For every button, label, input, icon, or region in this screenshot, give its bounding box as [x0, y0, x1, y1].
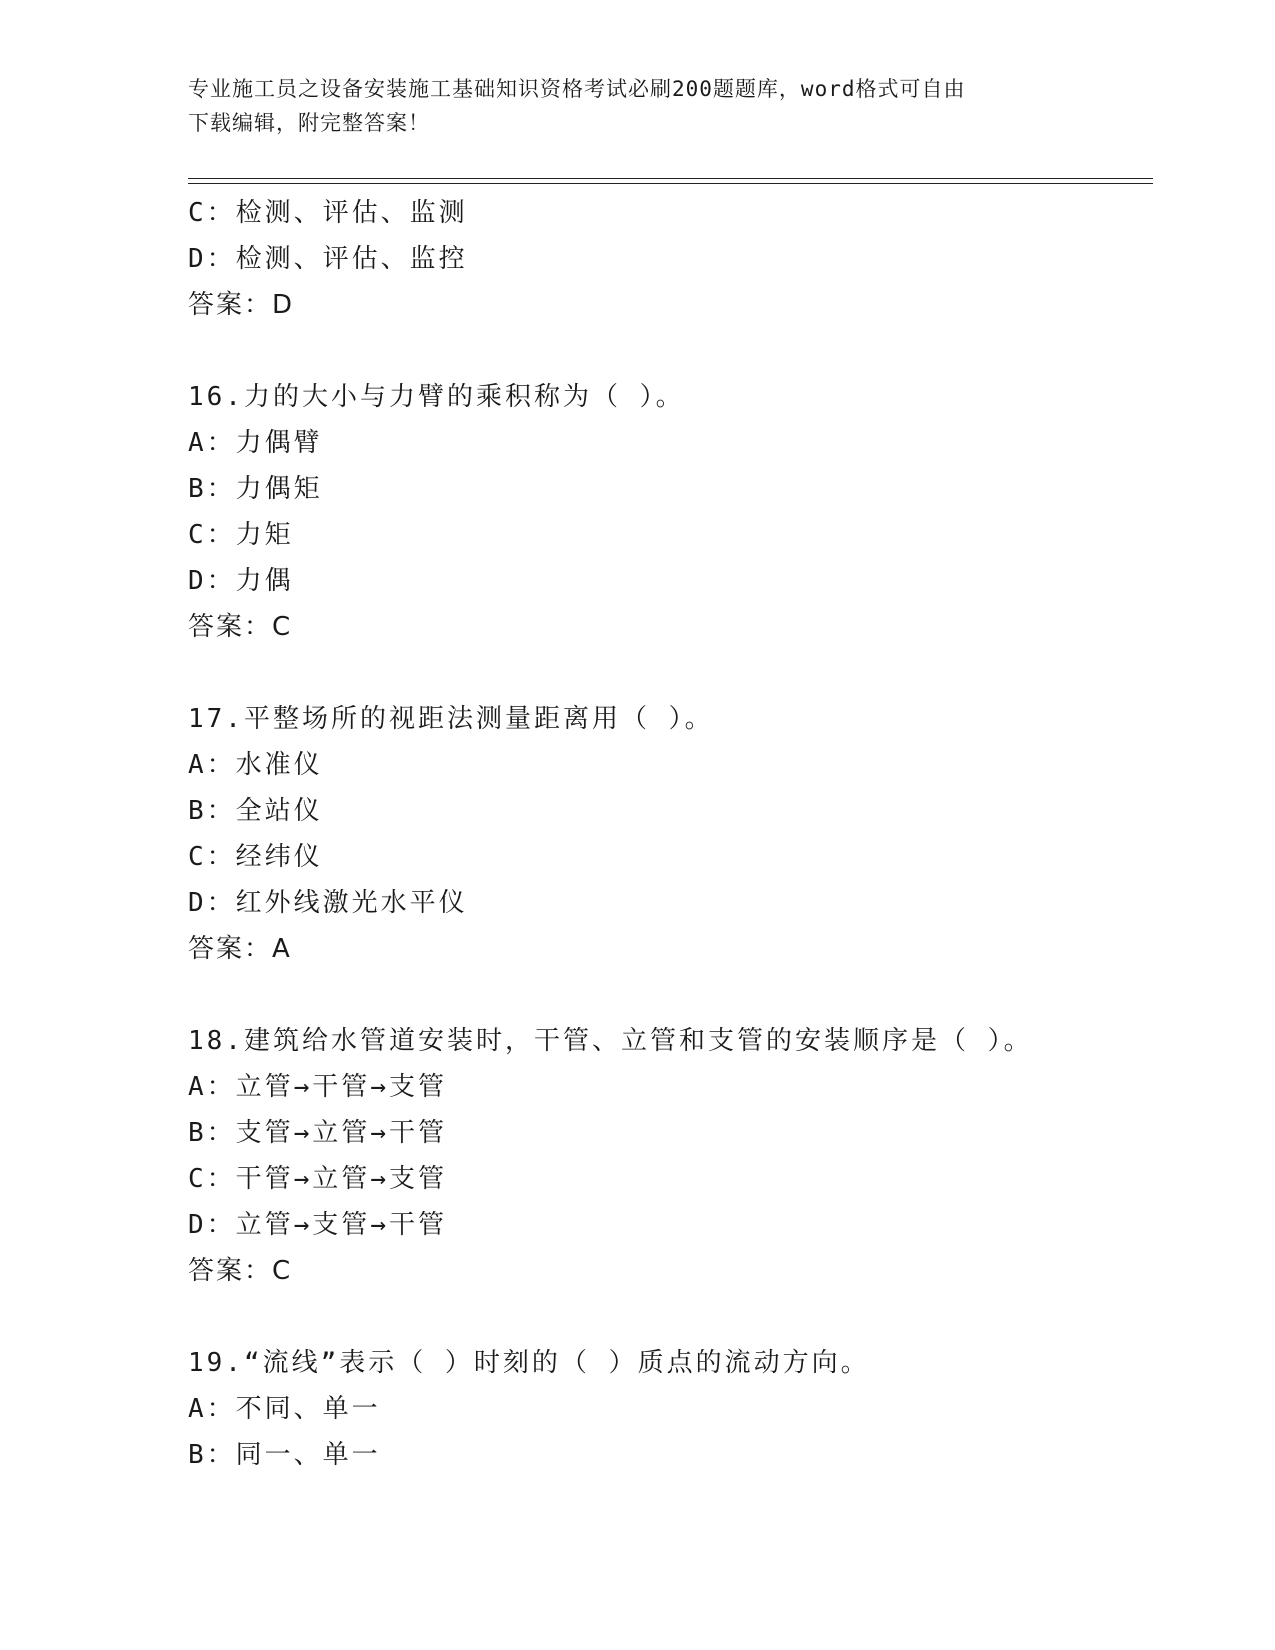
option-c: C：干管→立管→支管 — [188, 1164, 447, 1194]
spacer — [188, 972, 1168, 1018]
header-divider-bottom — [188, 183, 1153, 184]
question-18 — [188, 1018, 1168, 1294]
option-d: D：力偶 — [188, 566, 294, 596]
answer: 答案：C — [188, 612, 293, 642]
question-17 — [188, 696, 1168, 972]
option-b: B：力偶矩 — [188, 474, 323, 504]
header-title-line1: 专业施工员之设备安装施工基础知识资格考试必刷200题题库，word格式可自由 — [188, 77, 966, 101]
question-15 — [188, 190, 1168, 328]
option-c: C：经纬仪 — [188, 842, 323, 872]
option-c: C：力矩 — [188, 520, 294, 550]
option-d: D：红外线激光水平仪 — [188, 888, 468, 918]
question-list — [188, 190, 1168, 1478]
spacer — [188, 328, 1168, 374]
option-d: D：检测、评估、监控 — [188, 244, 468, 274]
answer: 答案：A — [188, 934, 292, 964]
answer: 答案：D — [188, 290, 295, 320]
option-a: A：力偶臂 — [188, 428, 323, 458]
spacer — [188, 650, 1168, 696]
option-a: A：水准仪 — [188, 750, 323, 780]
answer: 答案：C — [188, 1256, 293, 1286]
option-a: A：不同、单一 — [188, 1394, 381, 1424]
header-divider-top — [188, 178, 1153, 179]
option-b: B：同一、单一 — [188, 1440, 381, 1470]
question-16 — [188, 374, 1168, 650]
question-stem: 18.建筑给水管道安装时，干管、立管和支管的安装顺序是（ ）。 — [188, 1026, 1033, 1056]
option-b: B：全站仪 — [188, 796, 323, 826]
option-d: D：立管→支管→干管 — [188, 1210, 447, 1240]
question-stem: 19.“流线”表示（ ）时刻的（ ）质点的流动方向。 — [188, 1348, 870, 1378]
question-19 — [188, 1340, 1168, 1478]
spacer — [188, 1294, 1168, 1340]
option-a: A：立管→干管→支管 — [188, 1072, 447, 1102]
option-c: C：检测、评估、监测 — [188, 198, 468, 228]
header-title-line2: 下载编辑，附完整答案！ — [188, 111, 430, 135]
question-stem: 17.平整场所的视距法测量距离用（ ）。 — [188, 704, 714, 734]
document-header — [188, 72, 1068, 140]
question-stem: 16.力的大小与力臂的乘积称为（ ）。 — [188, 382, 685, 412]
option-b: B：支管→立管→干管 — [188, 1118, 447, 1148]
